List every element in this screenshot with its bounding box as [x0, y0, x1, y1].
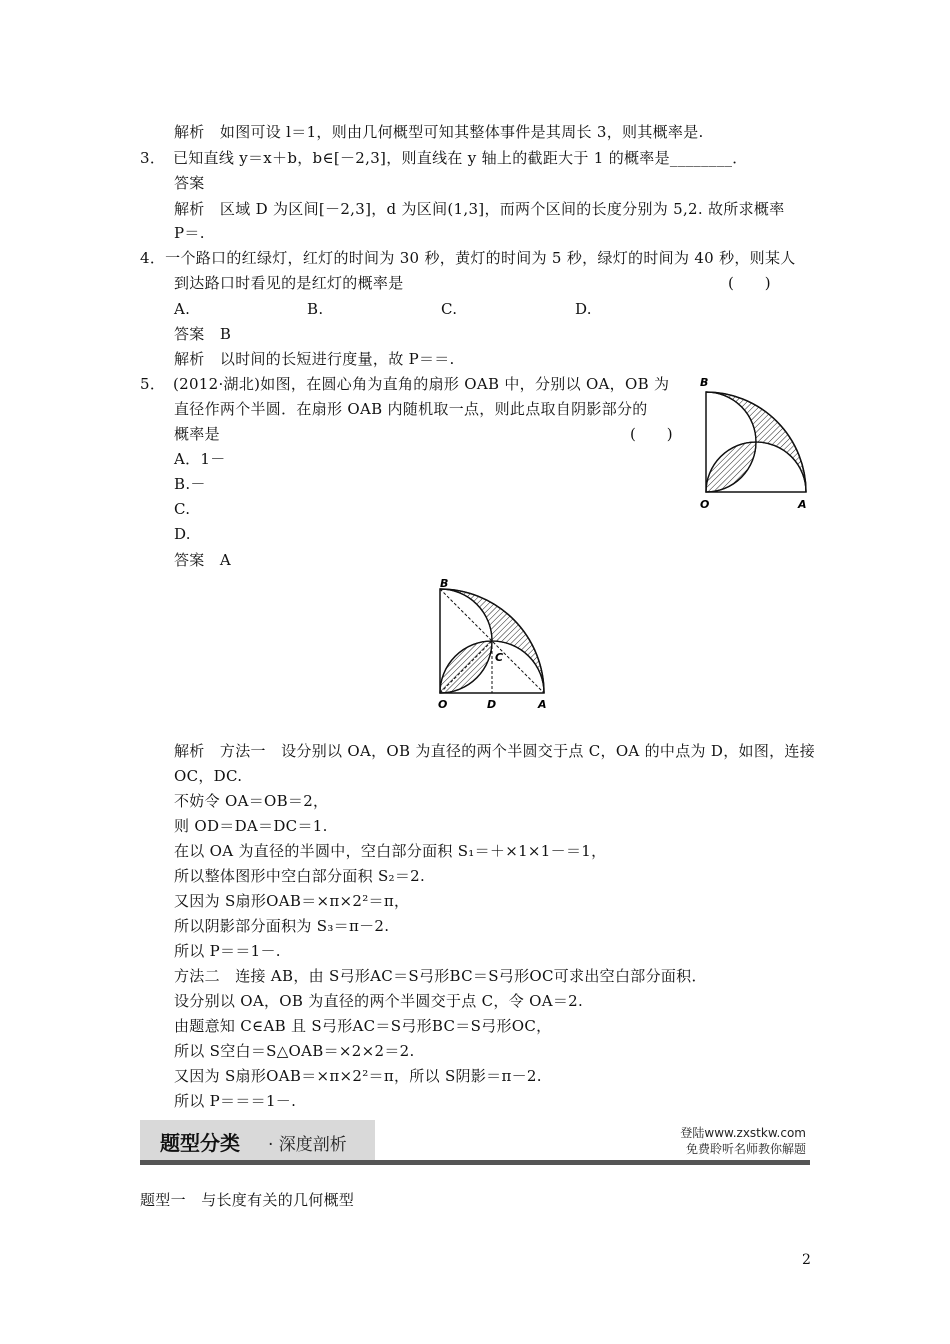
banner-site: 登陆www.zxstkw.com [680, 1126, 806, 1140]
text-line: 解析 方法一 设分别以 OA，OB 为直径的两个半圆交于点 C，OA 的中点为 D，如图，连接 [174, 742, 816, 760]
question-4: 4．一个路口的红绿灯，红灯的时间为 30 秒，黄灯的时间为 5 秒，绿灯的时间为 40 秒，则某人 [140, 249, 796, 267]
text-line: 则 OD＝DA＝DC＝1. [174, 817, 328, 835]
banner-title: 题型分类 [160, 1131, 240, 1155]
text-line: 概率是 [174, 425, 220, 443]
question-3: 3． 已知直线 y＝x＋b，b∈[－2,3]，则直线在 y 轴上的截距大于 1 的概率是________． [140, 149, 748, 167]
answer-line: 答案 B [174, 325, 232, 343]
text-line: P＝. [174, 224, 205, 242]
text-line: 又因为 S扇形OAB＝×π×2²＝π，所以 S阴影＝π－2. [174, 1067, 542, 1085]
option-a: A. [174, 300, 191, 318]
answer-label: 答案 [174, 174, 205, 192]
text-line: 解析 如图可设 l＝1，则由几何概型可知其整体事件是其周长 3，则其概率是. [174, 123, 704, 141]
section-heading: 题型一 与长度有关的几何概型 [140, 1191, 355, 1209]
label-o: O [700, 498, 710, 511]
option-d: D. [174, 525, 191, 543]
option-b: B. [307, 300, 324, 318]
text-line: OC，DC. [174, 767, 243, 785]
label-c: C [495, 651, 504, 664]
text-line: 又因为 S扇形OAB＝×π×2²＝π， [174, 892, 410, 910]
text-line: 所以阴影部分面积为 S₃＝π－2. [174, 917, 390, 935]
text-line: 直径作两个半圆．在扇形 OAB 内随机取一点，则此点取自阴影部分的 [174, 400, 648, 418]
label-b: B [440, 577, 449, 590]
label-a: A [798, 498, 807, 511]
text-line: 到达路口时看见的是红灯的概率是 [174, 274, 404, 292]
text-line: 所以整体图形中空白部分面积 S₂＝2. [174, 867, 426, 885]
text-line: 所以 S空白＝S△OAB＝×2×2＝2. [174, 1042, 415, 1060]
text-line: 解析 以时间的长短进行度量，故 P＝＝. [174, 350, 455, 368]
label-d: D [487, 698, 497, 711]
text-line: 不妨令 OA＝OB＝2， [174, 792, 329, 810]
text-line: 所以 P＝＝＝1－. [174, 1092, 297, 1110]
text-line: 解析 区域 D 为区间[－2,3]，d 为区间(1,3]，而两个区间的长度分别为 5,2. 故所求概率 [174, 200, 785, 218]
option-d: D. [575, 300, 592, 318]
text-line: 由题意知 C∈AB 且 S弓形AC＝S弓形BC＝S弓形OC， [174, 1017, 552, 1035]
sector-figure-2 [432, 575, 557, 715]
label-o: O [438, 698, 448, 711]
banner-rule [140, 1160, 810, 1165]
section-banner [140, 1120, 810, 1166]
sector-figure-1 [690, 368, 820, 513]
text-line: 在以 OA 为直径的半圆中，空白部分面积 S₁＝＋×1×1－＝1， [174, 842, 607, 860]
text-line: 所以 P＝＝1－. [174, 942, 281, 960]
text-line: 设分别以 OA，OB 为直径的两个半圆交于点 C，令 OA＝2. [174, 992, 584, 1010]
option-c: C. [174, 500, 191, 518]
label-a: A [538, 698, 547, 711]
option-c: C. [441, 300, 458, 318]
banner-subtitle: · 深度剖析 [268, 1135, 347, 1155]
answer-bracket: ( ) [630, 425, 673, 443]
question-5: 5． (2012·湖北)如图，在圆心角为直角的扇形 OAB 中，分别以 OA，OB 为 [140, 375, 670, 393]
answer-line: 答案 A [174, 551, 232, 569]
option-b: B.－ [174, 475, 206, 493]
text-line: 方法二 连接 AB，由 S弓形AC＝S弓形BC＝S弓形OC可求出空白部分面积． [174, 967, 707, 985]
answer-bracket: ( ) [728, 274, 771, 292]
banner-slogan: 免费聆听名师教你解题 [685, 1142, 806, 1156]
label-b: B [700, 376, 709, 389]
option-a: A．1－ [174, 450, 226, 468]
page-number: 2 [802, 1252, 811, 1268]
